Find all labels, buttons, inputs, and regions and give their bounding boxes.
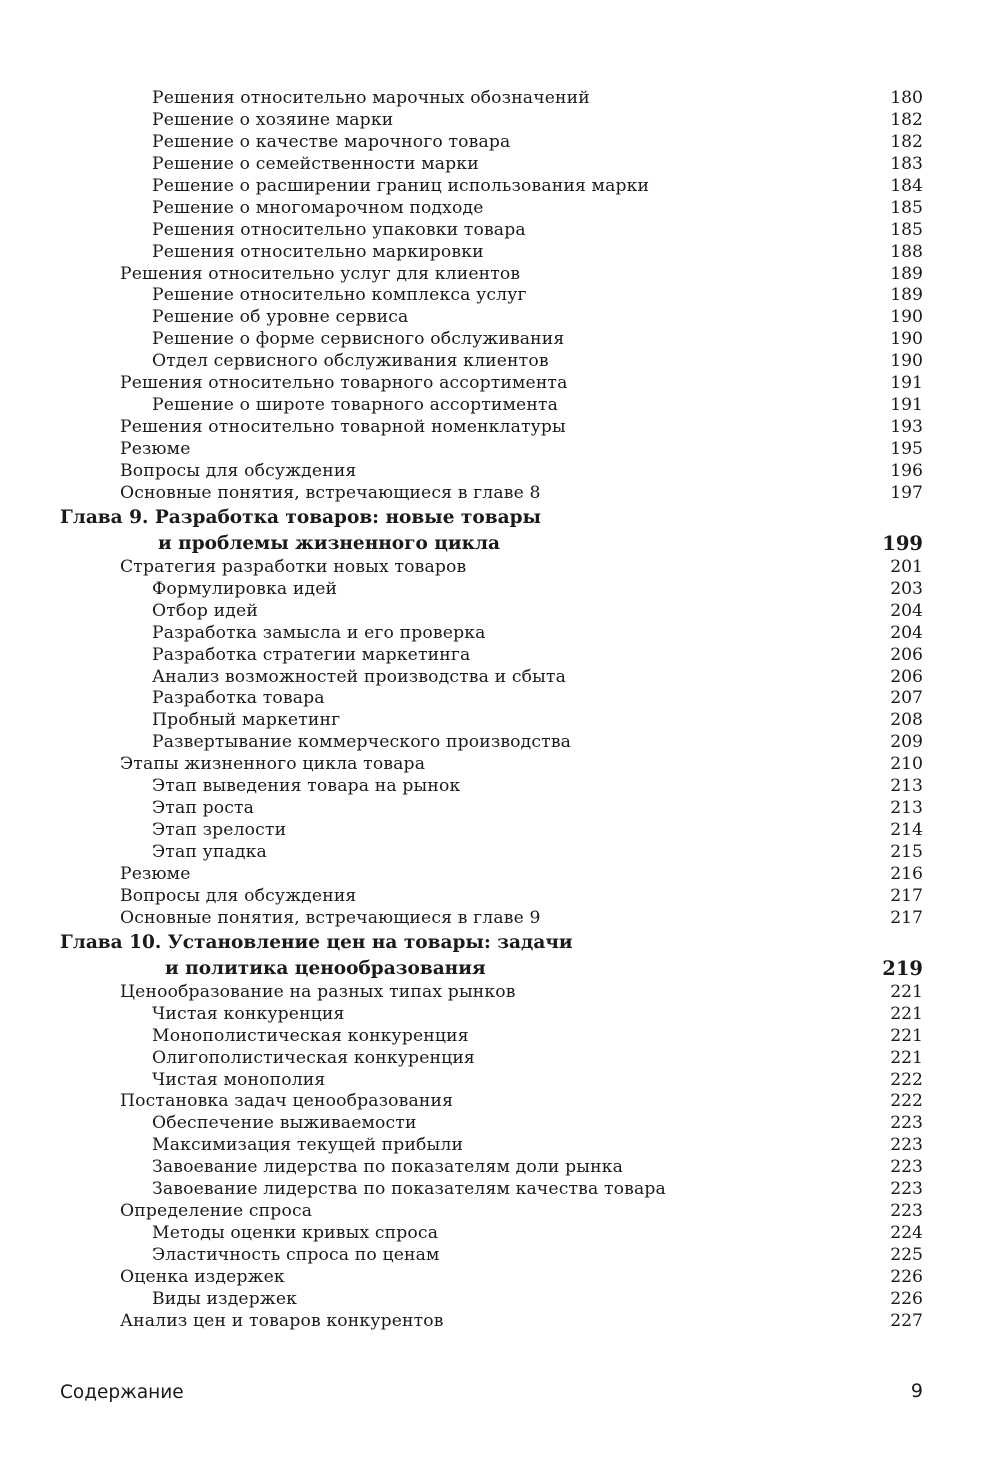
toc-entry-title: Обеспечение выживаемости bbox=[152, 1113, 417, 1134]
toc-entry-title: Решение о широте товарного ассортимента bbox=[152, 395, 558, 416]
toc-entry-page: 204 bbox=[890, 600, 923, 621]
toc-entry-title: Основные понятия, встречающиеся в главе 8 bbox=[120, 482, 541, 503]
toc-entry-page: 222 bbox=[890, 1091, 923, 1112]
toc-section-entry bbox=[0, 557, 1000, 579]
toc-entry-page: 223 bbox=[890, 1201, 923, 1222]
toc-entry-title: Методы оценки кривых спроса bbox=[152, 1223, 439, 1244]
toc-entry-page: 221 bbox=[890, 1025, 923, 1046]
toc-subsection-entry bbox=[0, 1223, 1000, 1245]
toc-entry-page: 215 bbox=[890, 842, 923, 862]
toc-entry-title: Решение об уровне сервиса bbox=[152, 307, 409, 328]
toc-subsection-entry bbox=[0, 307, 1000, 329]
toc-entry-page: 189 bbox=[890, 263, 923, 284]
toc-subsection-entry bbox=[0, 688, 1000, 710]
toc-entry-page: 223 bbox=[890, 1113, 923, 1134]
toc-section-entry bbox=[0, 982, 1000, 1004]
toc-entry-title: Вопросы для обсуждения bbox=[120, 885, 357, 906]
toc-subsection-entry bbox=[0, 220, 1000, 242]
toc-subsection-entry bbox=[0, 88, 1000, 110]
toc-entry-page: 191 bbox=[890, 395, 923, 416]
toc-subsection-entry bbox=[0, 1070, 1000, 1092]
toc-entry-page: 183 bbox=[890, 153, 923, 174]
toc-entry-page: 222 bbox=[890, 1069, 923, 1090]
toc-subsection-entry bbox=[0, 1289, 1000, 1311]
toc-entry-title: Разработка стратегии маркетинга bbox=[152, 644, 471, 665]
toc-subsection-entry bbox=[0, 667, 1000, 689]
toc-section-entry bbox=[0, 483, 1000, 505]
chapter-title-line-2: и проблемы жизненного цикла bbox=[158, 532, 501, 554]
toc-entry-page: 223 bbox=[890, 1157, 923, 1178]
toc-entry-page: 221 bbox=[890, 1047, 923, 1068]
toc-subsection-entry bbox=[0, 842, 1000, 864]
toc-entry-title: Решения относительно товарного ассортимента bbox=[120, 373, 568, 394]
toc-entry-page: 217 bbox=[890, 885, 923, 906]
toc-entry-page: 189 bbox=[890, 285, 923, 306]
running-footer-title: Содержание bbox=[60, 1382, 184, 1403]
toc-section-entry bbox=[0, 417, 1000, 439]
toc-entry-title: Отбор идей bbox=[152, 600, 258, 621]
toc-chapter-heading bbox=[0, 505, 1000, 557]
toc-subsection-entry bbox=[0, 1179, 1000, 1201]
toc-entry-title: Виды издержек bbox=[152, 1288, 298, 1309]
toc-section-entry bbox=[0, 886, 1000, 908]
toc-entry-page: 221 bbox=[890, 981, 923, 1002]
toc-subsection-entry bbox=[0, 198, 1000, 220]
toc-entry-page: 204 bbox=[890, 622, 923, 643]
toc-entry-title: Постановка задач ценообразования bbox=[120, 1091, 454, 1112]
toc-subsection-entry bbox=[0, 732, 1000, 754]
toc-entry-title: Стратегия разработки новых товаров bbox=[120, 556, 467, 577]
toc-entry-page: 226 bbox=[890, 1288, 923, 1309]
toc-entry-title: Олигополистическая конкуренция bbox=[152, 1047, 475, 1068]
toc-entry-title: Решение о многомарочном подходе bbox=[152, 197, 484, 218]
toc-subsection-entry bbox=[0, 285, 1000, 307]
toc-subsection-entry bbox=[0, 1157, 1000, 1179]
toc-subsection-entry bbox=[0, 329, 1000, 351]
toc-entry-page: 227 bbox=[890, 1310, 923, 1331]
toc-entry-page: 185 bbox=[890, 197, 923, 218]
toc-subsection-entry bbox=[0, 1245, 1000, 1267]
toc-entry-page: 226 bbox=[890, 1266, 923, 1287]
page-number: 9 bbox=[910, 1380, 923, 1402]
toc-section-entry bbox=[0, 1311, 1000, 1333]
toc-subsection-entry bbox=[0, 110, 1000, 132]
toc-entry-title: Пробный маркетинг bbox=[152, 710, 341, 731]
toc-entry-title: Резюме bbox=[120, 439, 191, 459]
toc-section-entry bbox=[0, 1201, 1000, 1223]
toc-entry-title: Вопросы для обсуждения bbox=[120, 460, 357, 481]
toc-subsection-entry bbox=[0, 579, 1000, 601]
toc-entry-page: 223 bbox=[890, 1135, 923, 1156]
toc-entry-page: 225 bbox=[890, 1245, 923, 1265]
toc-subsection-entry bbox=[0, 776, 1000, 798]
toc-entry-title: Этап роста bbox=[152, 798, 255, 819]
toc-entry-page: 221 bbox=[890, 1003, 923, 1024]
toc-entry-title: Определение спроса bbox=[120, 1201, 313, 1222]
toc-entry-page: 206 bbox=[890, 666, 923, 687]
toc-entry-title: Этап зрелости bbox=[152, 820, 287, 841]
toc-entry-page: 182 bbox=[890, 109, 923, 130]
toc-entry-page: 182 bbox=[890, 131, 923, 152]
toc-entry-page: 208 bbox=[890, 710, 923, 731]
chapter-page-number: 219 bbox=[882, 956, 923, 980]
toc-subsection-entry bbox=[0, 710, 1000, 732]
toc-entry-title: Резюме bbox=[120, 863, 191, 884]
toc-subsection-entry bbox=[0, 1135, 1000, 1157]
toc-entry-page: 216 bbox=[890, 863, 923, 884]
toc-subsection-entry bbox=[0, 1026, 1000, 1048]
toc-section-entry bbox=[0, 1267, 1000, 1289]
chapter-title-line-1: Глава 10. Установление цен на товары: задачи bbox=[60, 931, 573, 953]
toc-entry-page: 195 bbox=[890, 439, 923, 459]
toc-subsection-entry bbox=[0, 1004, 1000, 1026]
toc-entry-page: 190 bbox=[890, 351, 923, 372]
toc-entry-page: 201 bbox=[890, 556, 923, 577]
toc-entry-title: Решения относительно товарной номенклатуры bbox=[120, 417, 566, 438]
toc-entry-title: Монополистическая конкуренция bbox=[152, 1025, 469, 1046]
toc-subsection-entry bbox=[0, 351, 1000, 373]
toc-entry-page: 210 bbox=[890, 754, 923, 775]
toc-section-entry bbox=[0, 1091, 1000, 1113]
toc-entry-page: 214 bbox=[890, 820, 923, 841]
toc-entry-page: 180 bbox=[890, 88, 923, 108]
toc-subsection-entry bbox=[0, 645, 1000, 667]
toc-entry-page: 213 bbox=[890, 798, 923, 819]
toc-subsection-entry bbox=[0, 176, 1000, 198]
toc-entry-title: Решение о качестве марочного товара bbox=[152, 131, 511, 152]
toc-entry-page: 191 bbox=[890, 373, 923, 394]
toc-subsection-entry bbox=[0, 601, 1000, 623]
toc-entry-title: Решения относительно марочных обозначений bbox=[152, 88, 590, 108]
toc-entry-page: 223 bbox=[890, 1179, 923, 1200]
toc-entry-page: 197 bbox=[890, 482, 923, 503]
toc-entry-page: 203 bbox=[890, 578, 923, 599]
toc-entry-title: Решения относительно услуг для клиентов bbox=[120, 263, 521, 284]
chapter-page-number: 199 bbox=[882, 531, 923, 555]
toc-entry-title: Решение о хозяине марки bbox=[152, 109, 394, 130]
toc-section-entry bbox=[0, 373, 1000, 395]
toc-entry-title: Решения относительно упаковки товара bbox=[152, 219, 526, 240]
toc-entry-title: Развертывание коммерческого производства bbox=[152, 732, 572, 753]
toc-entry-title: Завоевание лидерства по показателям доли рынка bbox=[152, 1157, 624, 1178]
toc-entry-page: 196 bbox=[890, 460, 923, 481]
toc-entry-title: Решение о семейственности марки bbox=[152, 153, 479, 174]
toc-entry-title: Решения относительно маркировки bbox=[152, 241, 484, 262]
toc-subsection-entry bbox=[0, 154, 1000, 176]
toc-subsection-entry bbox=[0, 1113, 1000, 1135]
table-of-contents bbox=[0, 88, 1000, 1333]
toc-section-entry bbox=[0, 908, 1000, 930]
toc-subsection-entry bbox=[0, 132, 1000, 154]
toc-entry-title: Этап упадка bbox=[152, 842, 267, 862]
toc-entry-title: Анализ возможностей производства и сбыта bbox=[152, 666, 566, 687]
toc-subsection-entry bbox=[0, 1048, 1000, 1070]
toc-entry-title: Чистая конкуренция bbox=[152, 1003, 345, 1024]
toc-entry-title: Оценка издержек bbox=[120, 1266, 285, 1287]
toc-entry-title: Решение о форме сервисного обслуживания bbox=[152, 329, 565, 350]
toc-entry-page: 185 bbox=[890, 219, 923, 240]
toc-entry-title: Завоевание лидерства по показателям качества товара bbox=[152, 1179, 666, 1200]
chapter-title-line-1: Глава 9. Разработка товаров: новые товары bbox=[60, 506, 542, 528]
toc-entry-title: Разработка замысла и его проверка bbox=[152, 622, 486, 643]
toc-entry-title: Этап выведения товара на рынок bbox=[152, 776, 461, 797]
toc-entry-page: 188 bbox=[890, 241, 923, 262]
toc-entry-title: Решение о расширении границ использования марки bbox=[152, 175, 650, 196]
toc-entry-title: Основные понятия, встречающиеся в главе 9 bbox=[120, 907, 541, 928]
chapter-title-line-2: и политика ценообразования bbox=[165, 957, 486, 979]
toc-entry-page: 224 bbox=[890, 1223, 923, 1244]
toc-entry-title: Максимизация текущей прибыли bbox=[152, 1135, 464, 1156]
toc-entry-page: 217 bbox=[890, 907, 923, 928]
toc-entry-title: Разработка товара bbox=[152, 688, 325, 709]
toc-entry-title: Ценообразование на разных типах рынков bbox=[120, 981, 516, 1002]
toc-subsection-entry bbox=[0, 242, 1000, 264]
toc-section-entry bbox=[0, 754, 1000, 776]
toc-subsection-entry bbox=[0, 623, 1000, 645]
toc-subsection-entry bbox=[0, 820, 1000, 842]
toc-entry-page: 193 bbox=[890, 417, 923, 438]
toc-entry-page: 184 bbox=[890, 175, 923, 196]
toc-entry-page: 209 bbox=[890, 732, 923, 753]
toc-entry-page: 213 bbox=[890, 776, 923, 797]
toc-entry-page: 207 bbox=[890, 688, 923, 709]
toc-chapter-heading bbox=[0, 930, 1000, 982]
toc-section-entry bbox=[0, 439, 1000, 461]
toc-entry-title: Формулировка идей bbox=[152, 578, 338, 599]
toc-entry-title: Этапы жизненного цикла товара bbox=[120, 754, 426, 775]
toc-entry-title: Отдел сервисного обслуживания клиентов bbox=[152, 351, 549, 372]
toc-section-entry bbox=[0, 461, 1000, 483]
toc-entry-title: Анализ цен и товаров конкурентов bbox=[120, 1310, 444, 1331]
toc-section-entry bbox=[0, 264, 1000, 286]
toc-section-entry bbox=[0, 864, 1000, 886]
toc-entry-page: 190 bbox=[890, 307, 923, 328]
toc-entry-title: Эластичность спроса по ценам bbox=[152, 1245, 440, 1265]
toc-entry-page: 206 bbox=[890, 644, 923, 665]
toc-entry-page: 190 bbox=[890, 329, 923, 350]
toc-subsection-entry bbox=[0, 395, 1000, 417]
toc-subsection-entry bbox=[0, 798, 1000, 820]
toc-entry-title: Чистая монополия bbox=[152, 1069, 326, 1090]
toc-entry-title: Решение относительно комплекса услуг bbox=[152, 285, 527, 306]
